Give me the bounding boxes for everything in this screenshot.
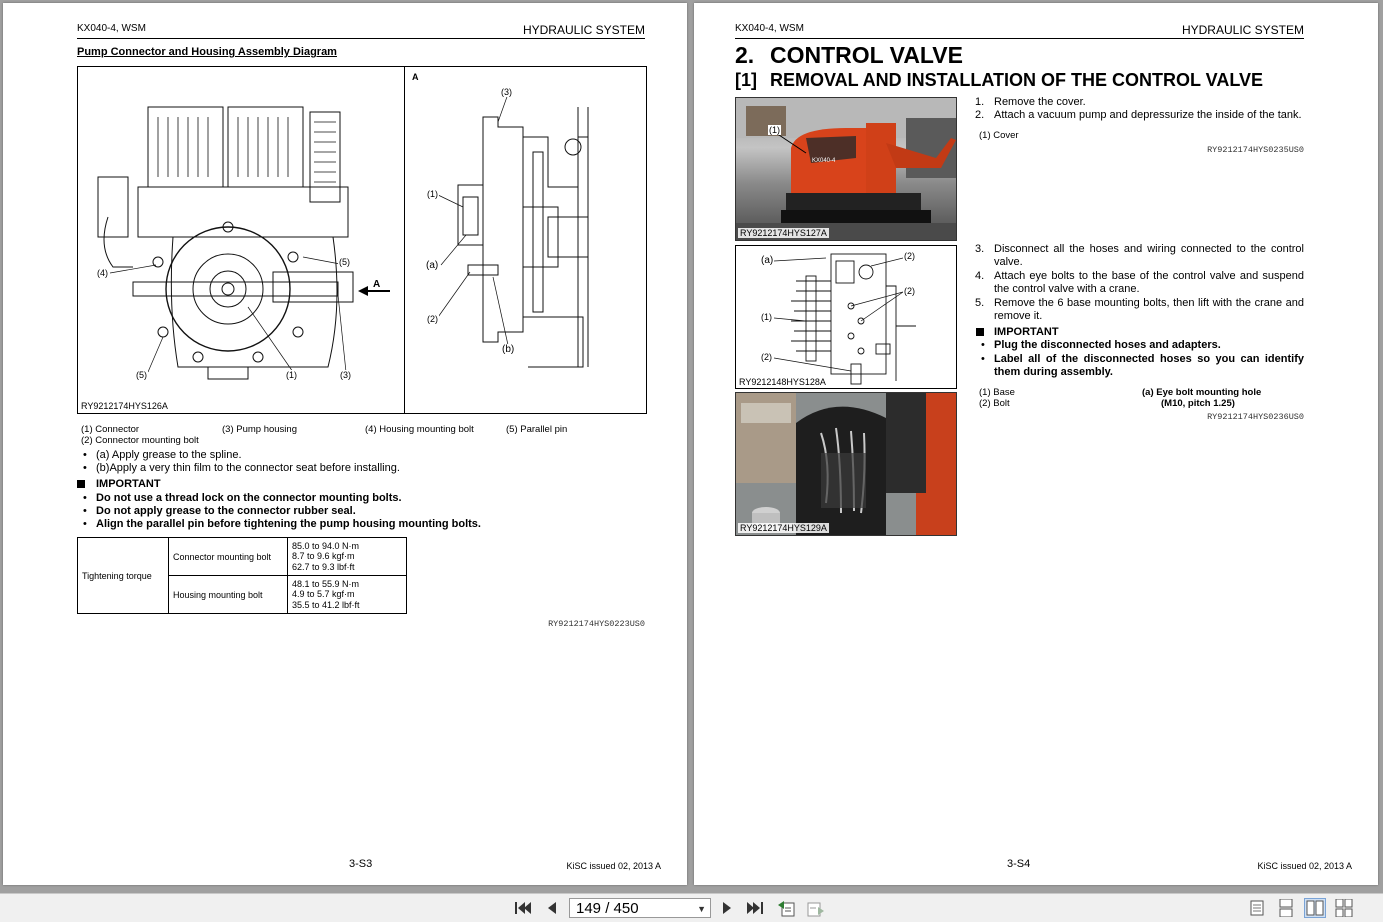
bullet-dot: • xyxy=(83,462,87,474)
continuous-view-icon[interactable] xyxy=(1275,898,1297,918)
bullet-dot: • xyxy=(981,339,985,351)
callout-b: (b) xyxy=(502,344,515,355)
bullet-dot: • xyxy=(83,492,87,504)
legend-base: (1) Base xyxy=(979,387,1015,398)
torque-row1-nm: 85.0 to 94.0 N·m xyxy=(292,540,360,551)
arrow-a-label: A xyxy=(373,279,381,290)
legend-3: (3) Pump housing xyxy=(222,424,297,435)
legend-bolt: (2) Bolt xyxy=(979,398,1010,409)
important-square-icon xyxy=(77,480,85,488)
step-1-num: 1. xyxy=(975,96,985,108)
go-back-view-icon[interactable] xyxy=(776,898,796,918)
chapter-number: 2. xyxy=(735,42,755,68)
legend-2: (2) Connector mounting bolt xyxy=(81,435,199,446)
note-a: (a) Apply grease to the spline. xyxy=(96,449,242,461)
torque-row1-label: Connector mounting bolt xyxy=(169,538,288,576)
two-page-continuous-view-icon[interactable] xyxy=(1333,898,1355,918)
legend-cover: (1) Cover xyxy=(979,130,1019,141)
ref-a: RY9212174HYS0235US0 xyxy=(1207,145,1304,155)
step-1-text: Remove the cover. xyxy=(994,96,1086,108)
callout-3b: (3) xyxy=(501,87,512,97)
important-1: Do not use a thread lock on the connector mounting bolts. xyxy=(96,492,402,504)
legend-4: (4) Housing mounting bolt xyxy=(365,424,474,435)
step-2-num: 2. xyxy=(975,109,985,121)
step-2-text: Attach a vacuum pump and depressurize the inside of the tank. xyxy=(994,109,1302,121)
chapter-title: CONTROL VALVE xyxy=(770,42,963,68)
callout-3a: (3) xyxy=(340,370,351,380)
assembly-diagram xyxy=(77,66,647,414)
valve-photo-illustration xyxy=(736,393,956,535)
torque-row1-kgf: 8.7 to 9.6 kgf·m xyxy=(292,551,355,562)
callout-5a: (5) xyxy=(136,370,147,380)
viewer-toolbar xyxy=(0,893,1383,922)
legend-eye-bolt-spec: (M10, pitch 1.25) xyxy=(1161,398,1235,409)
legend-eye-bolt: (a) Eye bolt mounting hole xyxy=(1142,387,1262,398)
torque-row1-lbf: 62.7 to 9.3 lbf·ft xyxy=(292,561,355,572)
step-5-num: 5. xyxy=(975,297,985,309)
fig2-callout-a: (a) xyxy=(761,255,774,266)
step-3-line1: Disconnect all the hoses and wiring connected to the control xyxy=(994,243,1304,255)
step-4-line1: Attach eye bolts to the base of the control valve and suspend xyxy=(994,270,1304,282)
header-left: KX040-4, WSM xyxy=(77,23,146,34)
torque-row2-values xyxy=(288,576,407,614)
important-label: IMPORTANT xyxy=(994,326,1059,338)
torque-row1-values xyxy=(288,538,407,576)
important-label: IMPORTANT xyxy=(96,478,161,490)
torque-header: Tightening torque xyxy=(78,538,169,614)
callout-5b: (5) xyxy=(339,257,350,267)
callout-1a: (1) xyxy=(286,370,297,380)
two-page-view-icon[interactable] xyxy=(1304,898,1326,918)
torque-row2-nm: 48.1 to 55.9 N·m xyxy=(292,578,360,589)
bullet-dot: • xyxy=(83,518,87,530)
fig2-callout-1: (1) xyxy=(761,312,772,322)
ref-code: RY9212174HYS0223US0 xyxy=(548,619,645,629)
first-page-icon[interactable] xyxy=(513,898,533,918)
callout-a: (a) xyxy=(426,260,439,271)
torque-table xyxy=(77,537,407,614)
bullet-dot: • xyxy=(83,505,87,517)
fig2-callout-2b: (2) xyxy=(904,286,915,296)
header-rule xyxy=(77,38,645,39)
last-page-icon[interactable] xyxy=(745,898,765,918)
next-page-icon[interactable] xyxy=(717,898,737,918)
sub-number: [1] xyxy=(735,70,757,90)
callout-1b: (1) xyxy=(427,189,438,199)
step-3-line2: valve. xyxy=(994,256,1023,268)
engine-drawing xyxy=(78,67,646,413)
view-a-label: A xyxy=(412,72,419,82)
chevron-down-icon: ▼ xyxy=(697,904,706,914)
fig2-callout-2a: (2) xyxy=(904,251,915,261)
step-4-line2: the control valve with a crane. xyxy=(994,283,1140,295)
page-number: 3-S4 xyxy=(1007,858,1031,870)
important-2: Label all of the disconnected hoses so you can identify xyxy=(994,353,1304,365)
page-number: 3-S3 xyxy=(349,858,373,870)
callout-4: (4) xyxy=(97,268,108,278)
header-rule xyxy=(735,38,1304,39)
torque-row2-kgf: 4.9 to 5.7 kgf·m xyxy=(292,589,355,600)
left-page xyxy=(3,3,687,885)
page-indicator-text: 149 / 450 xyxy=(576,900,639,917)
important-1: Plug the disconnected hoses and adapters. xyxy=(994,339,1221,351)
photo1-id: RY9212174HYS127A xyxy=(740,228,827,238)
photo3-id: RY9212174HYS129A xyxy=(740,523,827,533)
go-forward-view-icon[interactable] xyxy=(806,898,826,918)
issued-note: KiSC issued 02, 2013 A xyxy=(566,861,661,871)
control-valve-drawing xyxy=(735,245,957,389)
callout-2: (2) xyxy=(427,314,438,324)
legend-1: (1) Connector xyxy=(81,424,140,435)
photo1-callout: (1) xyxy=(769,125,780,135)
important-square-icon xyxy=(976,328,984,336)
excavator-illustration xyxy=(736,98,956,240)
header-right: HYDRAULIC SYSTEM xyxy=(1181,23,1304,37)
fig2-callout-2c: (2) xyxy=(761,352,772,362)
fig2-id: RY9212148HYS128A xyxy=(739,377,826,387)
legend-5: (5) Parallel pin xyxy=(506,424,568,435)
sub-title: REMOVAL AND INSTALLATION OF THE CONTROL VALVE xyxy=(770,70,1263,90)
torque-row2-label: Housing mounting bolt xyxy=(169,576,288,614)
important-2-cont: them during assembly. xyxy=(994,366,1113,378)
important-3: Align the parallel pin before tightening the pump housing mounting bolts. xyxy=(96,518,481,530)
bullet-dot: • xyxy=(981,353,985,365)
step-5-line2: remove it. xyxy=(994,310,1043,322)
bullet-dot: • xyxy=(83,449,87,461)
figure-id: RY9212174HYS126A xyxy=(81,401,168,411)
single-page-view-icon[interactable] xyxy=(1246,898,1268,918)
excavator-photo xyxy=(735,97,957,241)
important-2: Do not apply grease to the connector rubber seal. xyxy=(96,505,356,517)
page-indicator-select[interactable] xyxy=(569,898,711,918)
header-left: KX040-4, WSM xyxy=(735,23,804,34)
right-page xyxy=(694,3,1378,885)
control-valve-photo xyxy=(735,392,957,536)
header-right: HYDRAULIC SYSTEM xyxy=(522,23,645,37)
issued-note: KiSC issued 02, 2013 A xyxy=(1257,861,1352,871)
section-title: Pump Connector and Housing Assembly Diagram xyxy=(77,46,337,58)
step-4-num: 4. xyxy=(975,270,985,282)
photo1-badge: KX040-4 xyxy=(812,158,836,164)
previous-page-icon[interactable] xyxy=(542,898,562,918)
note-b: (b)Apply a very thin film to the connector seat before installing. xyxy=(96,462,400,474)
torque-row2-lbf: 35.5 to 41.2 lbf·ft xyxy=(292,599,360,610)
ref-b: RY9212174HYS0236US0 xyxy=(1207,412,1304,422)
step-3-num: 3. xyxy=(975,243,985,255)
step-5-line1: Remove the 6 base mounting bolts, then lift with the crane and xyxy=(994,297,1304,309)
